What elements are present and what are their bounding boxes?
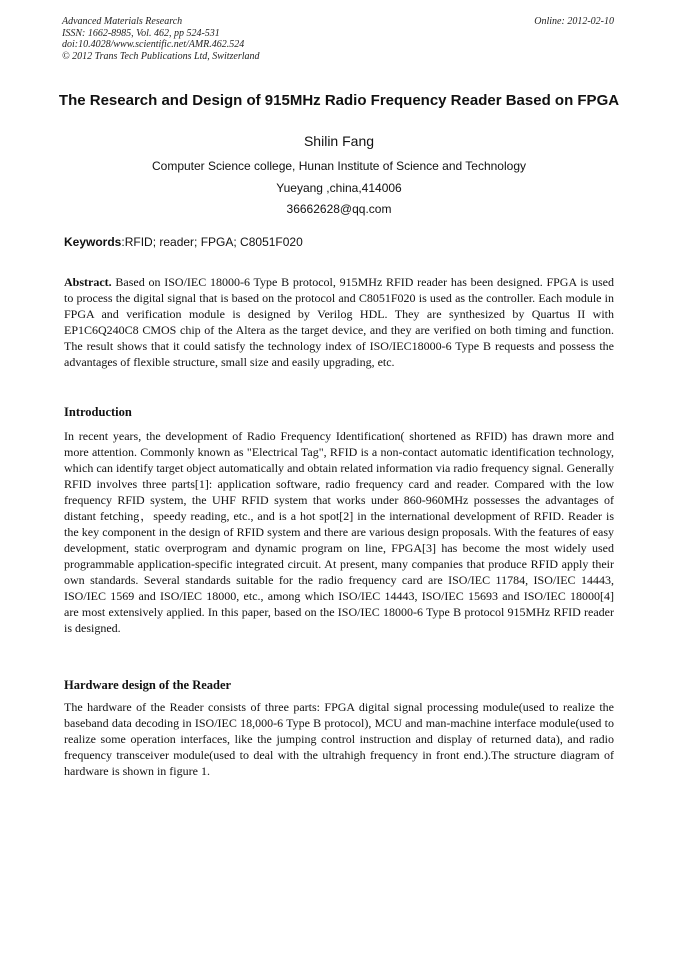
paper-title: The Research and Design of 915MHz Radio Frequency Reader Based on FPGA [58,92,620,109]
affiliation-institution: Computer Science college, Hunan Institute of Science and Technology [151,159,526,173]
hardware-paragraph: The hardware of the Reader consists of three parts: FPGA digital signal processing module(used to realize the baseband data decoding in ISO/IEC 18,000-6 Type B protocol), MCU and man-machine interface module(used to realize some operation interfaces, like the jumping control instruction and display of returned data), and radio frequency transceiver module(used to deal with the ultrahigh frequency in front end.).The structure diagram of hardware is shown in figure 1. [64,700,614,778]
keywords [64,235,303,250]
affiliation-address: Yueyang ,china,414006 [276,181,402,195]
journal-name: Advanced Materials Research [62,16,183,27]
keywords-text: :RFID; reader; FPGA; C8051F020 [121,235,303,249]
section-heading-hardware: Hardware design of the Reader [64,678,232,692]
journal-header [62,16,260,62]
online-date: Online: 2012-02-10 [534,16,614,27]
abstract [64,274,614,370]
journal-copyright: © 2012 Trans Tech Publications Ltd, Switzerland [62,50,260,62]
introduction-paragraph: In recent years, the development of Radio Frequency Identification( shortened as RFID) has drawn more and more attention. Commonly known as "Electrical Tag", RFID is a non-contact automatic identification technology, which can identify target object automatically and obtain related information via radio frequency signal. Generally RFID involves three parts[1]: application software, radio frequency card and reader. Compared with the low frequency RFID system, the UHF RFID system that works under 860-960MHz possesses the advantages of distant fetching，speedy reading, etc., and is a hot spot[2] in the international development of RFID. Reader is the key component in the design of RFID system and there are various design proposals. With the features of easy development, static overprogram and dynamic program on line, FPGA[3] has become the most widely used programmable application-specific integrated circuit. At present, many companies that produce RFID apply their own standards. Several standards suitable for the radio frequency card are ISO/IEC 11784, ISO/IEC 14443, ISO/IEC 1569 and ISO/IEC 18000, etc., among which ISO/IEC 14443, ISO/IEC 15693 and ISO/IEC 18000[4] are most extensively applied. In this paper, based on the ISO/IEC 18000-6 Type B protocol 915MHz RFID reader is designed. [64,429,614,635]
journal-issn: ISSN: 1662-8985, Vol. 462, pp 524-531 [62,27,220,39]
abstract-label: Abstract. [64,275,112,289]
section-heading-introduction: Introduction [64,405,132,419]
abstract-text: Based on ISO/IEC 18000-6 Type B protocol, 915MHz RFID reader has been designed. FPGA is used to process the digital signal that is based on the protocol and C8051F020 is used as the controller. Each module in FPGA and verification module is designed by Verilog HDL. They are synthesized by Quartus II with EP1C6Q240C8 CMOS chip of the Altera as the target device, and they are verified on both timing and function. The result shows that it could satisfy the technology index of ISO/IEC18000-6 Type B requests and possess the advantages of flexible structure, small size and easily upgrading, etc. [64,275,614,369]
author-name: Shilin Fang [303,133,375,149]
author-email[interactable]: 36662628@qq.com [286,202,392,216]
journal-doi[interactable]: doi:10.4028/www.scientific.net/AMR.462.524 [62,39,245,50]
keywords-label: Keywords [64,235,122,249]
